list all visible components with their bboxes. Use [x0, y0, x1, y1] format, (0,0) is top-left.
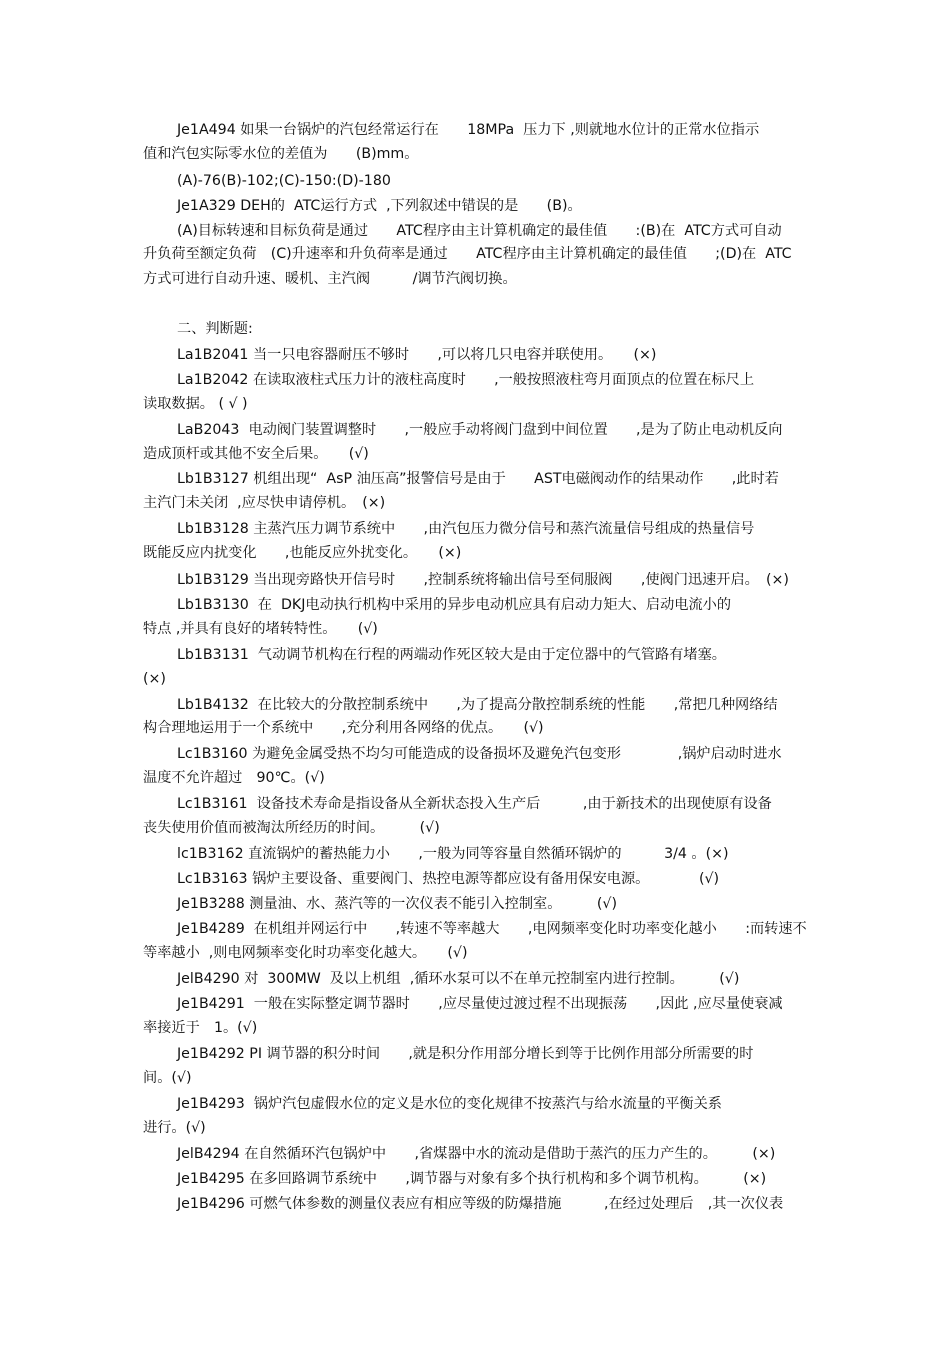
question-text: Je1B4292 PI 调节器的积分时间 ,就是积分作用部分增长到等于比例作用部分所需要的时: [177, 1046, 754, 1062]
question-text: 构合理地运用于一个系统中 ,充分利用各网络的优点。 (√): [143, 720, 544, 736]
question-text: JelB4290 对 300MW 及以上机组 ,循环水泵可以不在单元控制室内进行控制。 (√): [177, 971, 740, 987]
question-text: Lc1B3161 设备技术寿命是指设备从全新状态投入生产后 ,由于新技术的出现使原有设备: [177, 796, 772, 812]
question-text: Je1B4296 可燃气体参数的测量仪表应有相应等级的防爆措施 ,在经过处理后 ,其一次仪表: [177, 1196, 784, 1212]
question-text: Je1A494 如果一台锅炉的汽包经常运行在 18MPa 压力下 ,则就地水位计的正常水位指示: [177, 122, 760, 138]
question-text: Je1B3288 测量油、水、蒸汽等的一次仪表不能引入控制室。 (√): [177, 896, 617, 912]
answer-options: 升负荷至额定负荷 (C)升速率和升负荷率是通过 ATC程序由主计算机确定的最佳值 ;(D)在 ATC: [143, 246, 792, 262]
answer-options: (A)目标转速和目标负荷是通过 ATC程序由主计算机确定的最佳值 :(B)在 ATC方式可自动: [177, 223, 782, 239]
question-text: 值和汽包实际零水位的差值为 (B)mm。: [143, 146, 419, 162]
question-text: 特点 ,并具有良好的堵转特性。 (√): [143, 621, 378, 637]
section-heading: 二、判断题:: [177, 321, 253, 337]
question-text: Lb1B3129 当出现旁路快开信号时 ,控制系统将输出信号至伺服阀 ,使阀门迅速开启。 (×): [177, 572, 789, 588]
question-text: 间。(√): [143, 1070, 192, 1086]
question-text: lc1B3162 直流锅炉的蓄热能力小 ,一般为同等容量自然循环锅炉的 3/4 。(×): [177, 846, 729, 862]
answer-options: (A)-76(B)-102;(C)-150:(D)-180: [177, 173, 391, 189]
question-text: 造成顶杆或其他不安全后果。 (√): [143, 446, 369, 462]
question-text: Je1B4293 锅炉汽包虚假水位的定义是水位的变化规律不按蒸汽与给水流量的平衡关系: [177, 1096, 722, 1112]
question-text: JelB4294 在自然循环汽包锅炉中 ,省煤器中水的流动是借助于蒸汽的压力产生的。 (×): [177, 1146, 776, 1162]
question-text: La1B2041 当一只电容器耐压不够时 ,可以将几只电容并联使用。 (×): [177, 347, 657, 363]
question-text: Lb1B3130 在 DKJ电动执行机构中采用的异步电动机应具有启动力矩大、启动电流小的: [177, 597, 732, 613]
question-text: Je1A329 DEH的 ATC运行方式 ,下列叙述中错误的是 (B)。: [177, 198, 582, 214]
question-text: Lb1B3127 机组出现“ AsP 油压高”报警信号是由于 AST电磁阀动作的结果动作 ,此时若: [177, 471, 779, 487]
question-text: Lb1B3131 气动调节机构在行程的两端动作死区较大是由于定位器中的气管路有堵塞。: [177, 647, 726, 663]
question-text: Lc1B3160 为避免金属受热不均匀可能造成的设备损坏及避免汽包变形 ,锅炉启动时进水: [177, 746, 782, 762]
question-text: 率接近于 1。(√): [143, 1020, 258, 1036]
answer-options: 方式可进行自动升速、暖机、主汽阀 /调节汽阀切换。: [143, 271, 517, 287]
question-text: Lb1B4132 在比较大的分散控制系统中 ,为了提高分散控制系统的性能 ,常把几种网络结: [177, 697, 778, 713]
question-text: Je1B4291 一般在实际整定调节器时 ,应尽量使过渡过程不出现振荡 ,因此 ,应尽量使衰减: [177, 996, 783, 1012]
question-text: LaB2043 电动阀门装置调整时 ,一般应手动将阀门盘到中间位置 ,是为了防止电动机反向: [177, 422, 783, 438]
question-text: 温度不允许超过 90℃。(√): [143, 770, 325, 786]
question-text: 读取数据。 ( √ ): [143, 396, 248, 412]
question-text: Je1B4295 在多回路调节系统中 ,调节器与对象有多个执行机构和多个调节机构。 (×): [177, 1171, 767, 1187]
question-text: Lb1B3128 主蒸汽压力调节系统中 ,由汽包压力微分信号和蒸汽流量信号组成的热量信号: [177, 521, 755, 537]
question-text: Lc1B3163 锅炉主要设备、重要阀门、热控电源等都应设有备用保安电源。 (√): [177, 871, 720, 887]
question-text: La1B2042 在读取液柱式压力计的液柱高度时 ,一般按照液柱弯月面顶点的位置在标尺上: [177, 372, 755, 388]
question-text: 主汽门未关闭 ,应尽快申请停机。 (×): [143, 495, 386, 511]
question-text: Je1B4289 在机组并网运行中 ,转速不等率越大 ,电网频率变化时功率变化越小 :而转速不: [177, 921, 807, 937]
question-text: 等率越小 ,则电网频率变化时功率变化越大。 (√): [143, 945, 468, 961]
question-text: 既能反应内扰变化 ,也能反应外扰变化。 (×): [143, 545, 462, 561]
question-text: 丧失使用价值而被淘汰所经历的时间。 (√): [143, 820, 440, 836]
question-text: 进行。(√): [143, 1120, 206, 1136]
question-text: (×): [143, 671, 166, 687]
